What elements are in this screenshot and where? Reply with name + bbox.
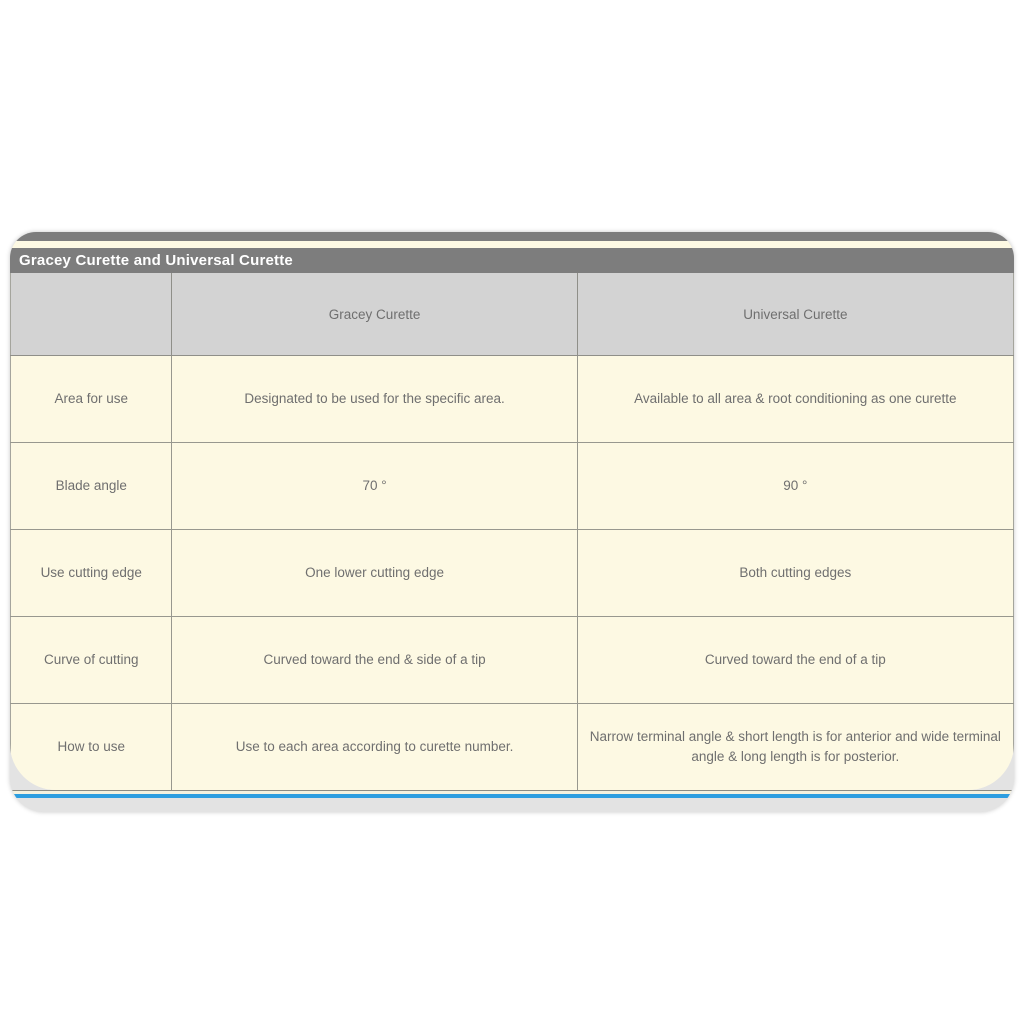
table-row [11,443,1014,530]
card-top-gap [10,241,1014,248]
table-title: Gracey Curette and Universal Curette [19,252,293,269]
universal-cell: 90 ° [577,443,1013,530]
gracey-cell: Designated to be used for the specific area. [172,356,577,443]
table-row [11,530,1014,617]
table-title-bar [10,248,1014,273]
table-row [11,356,1014,443]
header-cell-gracey: Gracey Curette [172,273,577,356]
gracey-cell: One lower cutting edge [172,530,577,617]
row-label: Area for use [11,356,172,443]
table-area [10,273,1014,790]
header-row [11,273,1014,356]
gracey-cell: Use to each area according to curette number. [172,704,577,791]
comparison-table [10,273,1014,790]
table-row [11,704,1014,791]
row-label: Curve of cutting [11,617,172,704]
gracey-cell: 70 ° [172,443,577,530]
universal-cell: Narrow terminal angle & short length is for anterior and wide terminal angle & long length is for posterior. [577,704,1013,791]
row-label: How to use [11,704,172,791]
curette-comparison-card [10,232,1014,812]
table-row [11,617,1014,704]
row-label: Use cutting edge [11,530,172,617]
universal-cell: Curved toward the end of a tip [577,617,1013,704]
header-cell-universal: Universal Curette [577,273,1013,356]
header-cell-empty [11,273,172,356]
universal-cell: Both cutting edges [577,530,1013,617]
card-top-band [10,232,1014,241]
universal-cell: Available to all area & root conditioning as one curette [577,356,1013,443]
gracey-cell: Curved toward the end & side of a tip [172,617,577,704]
card-footer-band [10,798,1014,812]
row-label: Blade angle [11,443,172,530]
